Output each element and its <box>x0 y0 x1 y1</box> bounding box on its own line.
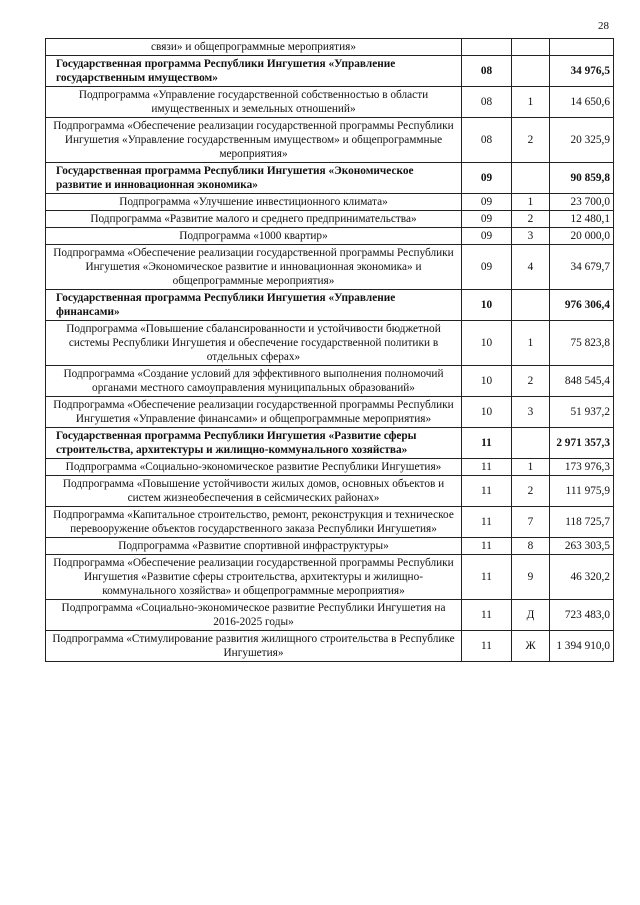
program-code-cell: 09 <box>462 163 512 194</box>
program-row <box>46 428 614 459</box>
program-code-cell: 09 <box>462 228 512 245</box>
program-code-cell: 11 <box>462 459 512 476</box>
subprogram-code-cell: 1 <box>512 87 550 118</box>
budget-table <box>45 38 614 662</box>
subprogram-row <box>46 39 614 56</box>
amount-cell: 34 976,5 <box>550 56 614 87</box>
row-name-cell: Подпрограмма «Повышение устойчивости жилых домов, основных объектов и систем жизнеобеспечения в сейсмических районах» <box>46 476 462 507</box>
amount-cell: 263 303,5 <box>550 538 614 555</box>
amount-cell: 723 483,0 <box>550 600 614 631</box>
subprogram-row <box>46 555 614 600</box>
row-name-cell: Подпрограмма «Обеспечение реализации государственной программы Республики Ингушетия «Экономическое развитие и инновационная экономика» и общепрограммные мероприятия» <box>46 245 462 290</box>
row-name-cell: Подпрограмма «Стимулирование развития жилищного строительства в Республике Ингушетия» <box>46 631 462 662</box>
page-number: 28 <box>598 20 609 32</box>
amount-cell: 75 823,8 <box>550 321 614 366</box>
amount-cell: 90 859,8 <box>550 163 614 194</box>
row-name-cell: Подпрограмма «Обеспечение реализации государственной программы Республики Ингушетия «Управление финансами» и общепрограммные мероприятия» <box>46 397 462 428</box>
row-name-cell: Подпрограмма «1000 квартир» <box>46 228 462 245</box>
subprogram-code-cell: Д <box>512 600 550 631</box>
subprogram-row <box>46 211 614 228</box>
program-code-cell: 09 <box>462 194 512 211</box>
subprogram-code-cell: 3 <box>512 228 550 245</box>
row-name-cell: Подпрограмма «Социально-экономическое развитие Республики Ингушетия» <box>46 459 462 476</box>
subprogram-row <box>46 397 614 428</box>
amount-cell: 12 480,1 <box>550 211 614 228</box>
row-name-cell: Подпрограмма «Развитие спортивной инфраструктуры» <box>46 538 462 555</box>
subprogram-code-cell: 7 <box>512 507 550 538</box>
subprogram-row <box>46 366 614 397</box>
program-row <box>46 56 614 87</box>
amount-cell: 173 976,3 <box>550 459 614 476</box>
subprogram-code-cell: 3 <box>512 397 550 428</box>
program-code-cell: 10 <box>462 290 512 321</box>
subprogram-row <box>46 476 614 507</box>
subprogram-code-cell: 1 <box>512 321 550 366</box>
subprogram-code-cell: 9 <box>512 555 550 600</box>
amount-cell: 46 320,2 <box>550 555 614 600</box>
amount-cell: 1 394 910,0 <box>550 631 614 662</box>
subprogram-code-cell: 2 <box>512 366 550 397</box>
row-name-cell: Подпрограмма «Развитие малого и среднего предпринимательства» <box>46 211 462 228</box>
amount-cell: 2 971 357,3 <box>550 428 614 459</box>
program-code-cell: 09 <box>462 211 512 228</box>
amount-cell: 14 650,6 <box>550 87 614 118</box>
row-name-cell: Подпрограмма «Повышение сбалансированности и устойчивости бюджетной системы Республики Ингушетия и обеспечение государственной политики в отдельных сферах» <box>46 321 462 366</box>
program-code-cell: 10 <box>462 397 512 428</box>
subprogram-code-cell <box>512 428 550 459</box>
subprogram-code-cell <box>512 290 550 321</box>
budget-table-body <box>46 39 614 662</box>
program-code-cell: 11 <box>462 631 512 662</box>
row-name-cell: Подпрограмма «Создание условий для эффективного выполнения полномочий органами местного самоуправления муниципальных образований» <box>46 366 462 397</box>
row-name-cell: связи» и общепрограммные мероприятия» <box>46 39 462 56</box>
row-name-cell: Подпрограмма «Улучшение инвестиционного климата» <box>46 194 462 211</box>
row-name-cell: Государственная программа Республики Ингушетия «Экономическое развитие и инновационная экономика» <box>46 163 462 194</box>
subprogram-code-cell: 2 <box>512 118 550 163</box>
program-row <box>46 163 614 194</box>
program-code-cell: 10 <box>462 321 512 366</box>
row-name-cell: Государственная программа Республики Ингушетия «Управление государственным имуществом» <box>46 56 462 87</box>
program-code-cell: 08 <box>462 118 512 163</box>
subprogram-code-cell: Ж <box>512 631 550 662</box>
subprogram-row <box>46 228 614 245</box>
subprogram-code-cell: 4 <box>512 245 550 290</box>
program-row <box>46 290 614 321</box>
subprogram-code-cell: 1 <box>512 459 550 476</box>
subprogram-row <box>46 600 614 631</box>
subprogram-row <box>46 538 614 555</box>
row-name-cell: Подпрограмма «Капитальное строительство, ремонт, реконструкция и техническое перевооружение объектов государственного заказа Республики Ингушетия» <box>46 507 462 538</box>
amount-cell: 848 545,4 <box>550 366 614 397</box>
amount-cell: 23 700,0 <box>550 194 614 211</box>
amount-cell: 20 000,0 <box>550 228 614 245</box>
amount-cell: 51 937,2 <box>550 397 614 428</box>
subprogram-row <box>46 245 614 290</box>
amount-cell: 118 725,7 <box>550 507 614 538</box>
program-code-cell: 11 <box>462 555 512 600</box>
subprogram-row <box>46 459 614 476</box>
row-name-cell: Государственная программа Республики Ингушетия «Развитие сферы строительства, архитектуры и жилищно-коммунального хозяйства» <box>46 428 462 459</box>
amount-cell: 111 975,9 <box>550 476 614 507</box>
row-name-cell: Подпрограмма «Социально-экономическое развитие Республики Ингушетия на 2016-2025 годы» <box>46 600 462 631</box>
subprogram-row <box>46 321 614 366</box>
amount-cell: 20 325,9 <box>550 118 614 163</box>
amount-cell: 34 679,7 <box>550 245 614 290</box>
program-code-cell <box>462 39 512 56</box>
row-name-cell: Подпрограмма «Управление государственной собственностью в области имущественных и земельных отношений» <box>46 87 462 118</box>
program-code-cell: 09 <box>462 245 512 290</box>
program-code-cell: 08 <box>462 56 512 87</box>
amount-cell: 976 306,4 <box>550 290 614 321</box>
subprogram-code-cell <box>512 39 550 56</box>
program-code-cell: 11 <box>462 600 512 631</box>
row-name-cell: Государственная программа Республики Ингушетия «Управление финансами» <box>46 290 462 321</box>
program-code-cell: 10 <box>462 366 512 397</box>
subprogram-code-cell <box>512 56 550 87</box>
subprogram-row <box>46 118 614 163</box>
subprogram-row <box>46 631 614 662</box>
program-code-cell: 11 <box>462 507 512 538</box>
subprogram-code-cell <box>512 163 550 194</box>
subprogram-row <box>46 194 614 211</box>
row-name-cell: Подпрограмма «Обеспечение реализации государственной программы Республики Ингушетия «Управление государственным имуществом» и общепрограммные мероприятия» <box>46 118 462 163</box>
subprogram-code-cell: 8 <box>512 538 550 555</box>
row-name-cell: Подпрограмма «Обеспечение реализации государственной программы Республики Ингушетия «Развитие сферы строительства, архитектуры и жилищно-коммунального хозяйства» и общепрограммные мероприятия» <box>46 555 462 600</box>
subprogram-code-cell: 2 <box>512 476 550 507</box>
subprogram-code-cell: 1 <box>512 194 550 211</box>
subprogram-code-cell: 2 <box>512 211 550 228</box>
subprogram-row <box>46 507 614 538</box>
program-code-cell: 11 <box>462 538 512 555</box>
program-code-cell: 11 <box>462 476 512 507</box>
subprogram-row <box>46 87 614 118</box>
amount-cell <box>550 39 614 56</box>
program-code-cell: 11 <box>462 428 512 459</box>
program-code-cell: 08 <box>462 87 512 118</box>
